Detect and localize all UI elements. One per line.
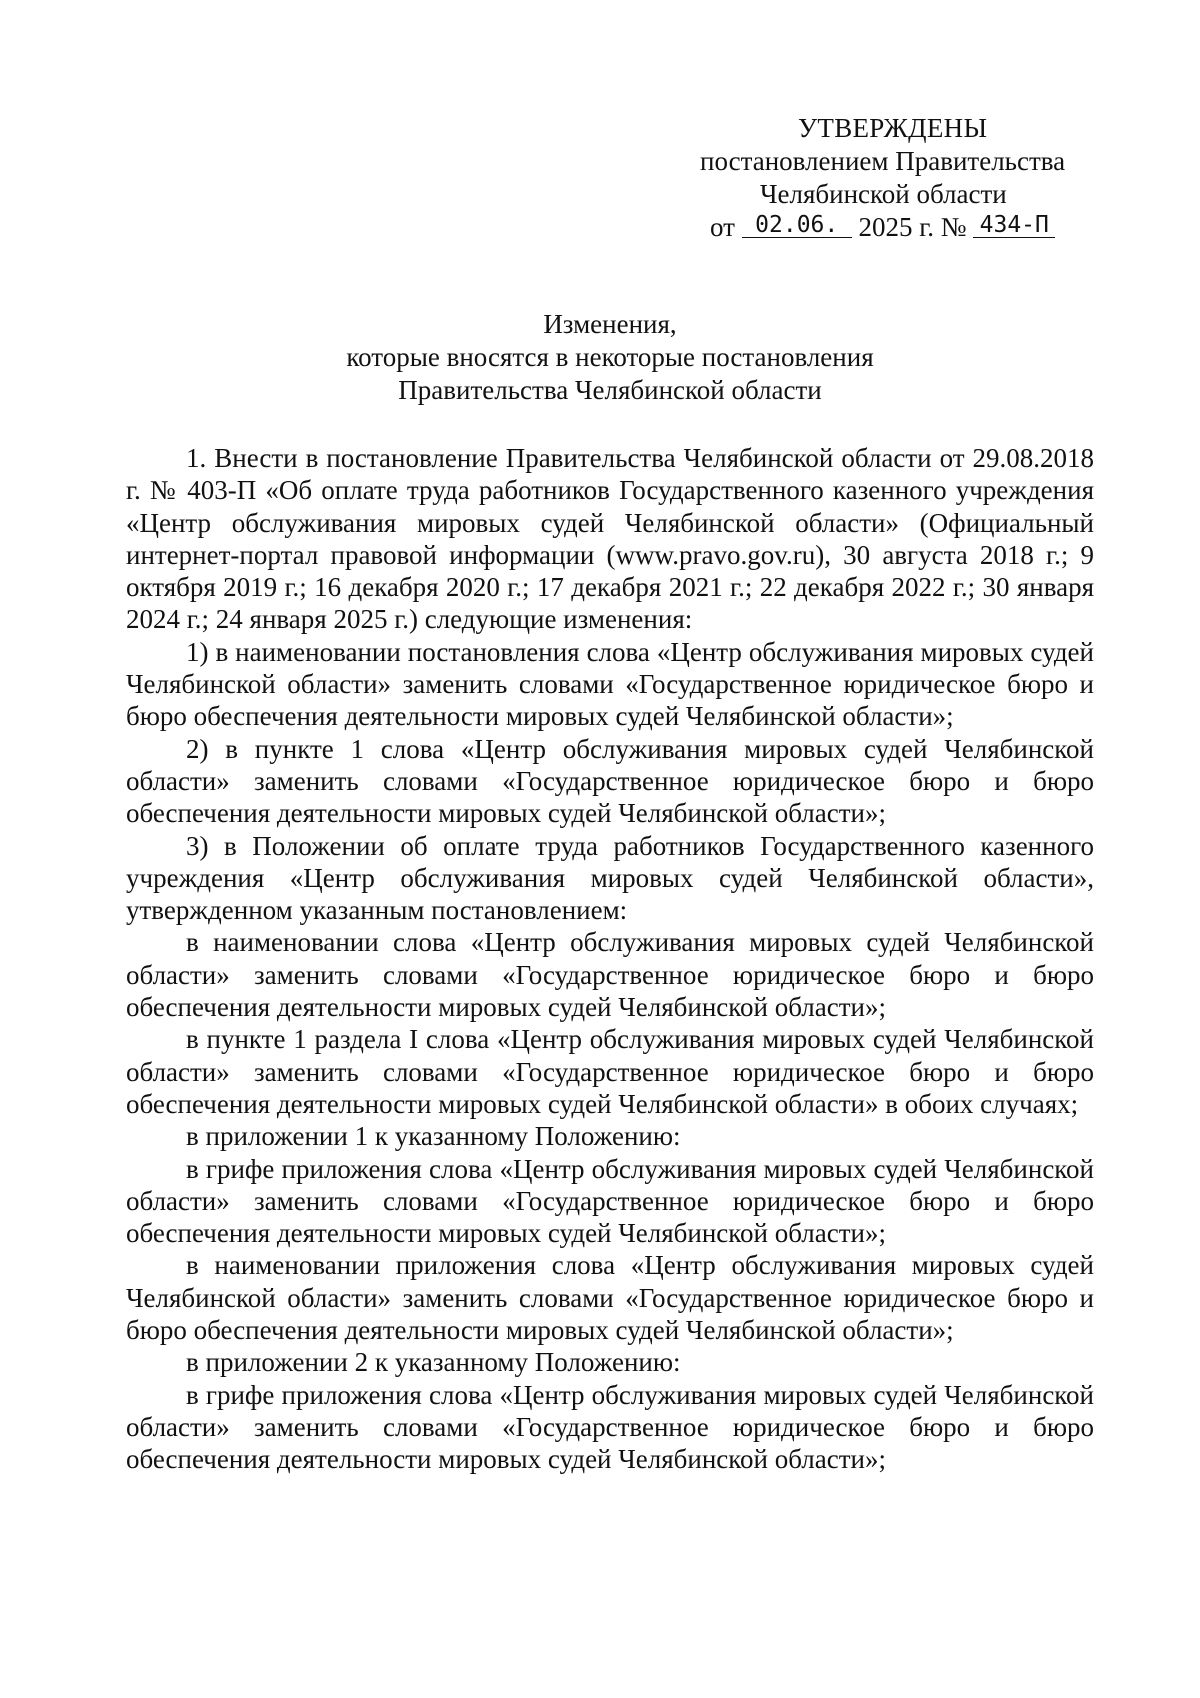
date-number-line	[700, 211, 1100, 244]
document-body	[126, 442, 1094, 1476]
approved-by-line: постановлением Правительства	[700, 146, 1066, 176]
paragraph-10: в приложении 2 к указанному Положению:	[186, 1347, 681, 1378]
year-text: 2025 г. №	[858, 212, 967, 242]
document-title	[120, 308, 1100, 407]
paragraph-9: в наименовании приложения слова «Центр обслуживания мировых судей Челябинской области» заменить словами «Государственное юридическое бюро и бюро обеспечения деятельности мировых судей Челябинской области»;	[126, 1250, 1094, 1346]
title-line-1: Изменения,	[543, 309, 677, 339]
title-line-2: которые вносятся в некоторые постановления	[346, 342, 874, 372]
paragraph-1: 1. Внести в постановление Правительства Челябинской области от 29.08.2018 г. № 403-П «Об оплате труда работников Государственного казенного учреждения «Центр обслуживания мировых судей Челябинской области» (Официальный интернет-портал правовой информации (www.pravo.gov.ru), 30 августа 2018 г.; 9 октября 2019 г.; 16 декабря 2020 г.; 17 декабря 2021 г.; 22 декабря 2022 г.; 30 января 2024 г.; 24 января 2025 г.) следующие изменения:	[126, 443, 1094, 635]
region-line: Челябинской области	[760, 179, 1007, 209]
paragraph-8: в грифе приложения слова «Центр обслуживания мировых судей Челябинской области» заменить словами «Государственное юридическое бюро и бюро обеспечения деятельности мировых судей Челябинской области»;	[126, 1153, 1094, 1249]
title-line-3: Правительства Челябинской области	[398, 375, 822, 405]
paragraph-6: в пункте 1 раздела I слова «Центр обслуживания мировых судей Челябинской области» заменить словами «Государственное юридическое бюро и бюро обеспечения деятельности мировых судей Челябинской области» в обоих случаях;	[126, 1024, 1094, 1119]
paragraph-2: 1) в наименовании постановления слова «Центр обслуживания мировых судей Челябинской области» заменить словами «Государственное юридическое бюро и бюро обеспечения деятельности мировых судей Челябинской области»;	[126, 636, 1094, 732]
date-prefix: от	[710, 212, 735, 242]
paragraph-11: в грифе приложения слова «Центр обслуживания мировых судей Челябинской области» заменить словами «Государственное юридическое бюро и бюро обеспечения деятельности мировых судей Челябинской области»;	[126, 1379, 1094, 1475]
number-field: 434-П	[973, 213, 1055, 238]
paragraph-5: в наименовании слова «Центр обслуживания мировых судей Челябинской области» заменить словами «Государственное юридическое бюро и бюро обеспечения деятельности мировых судей Челябинской области»;	[126, 927, 1094, 1023]
paragraph-7: в приложении 1 к указанному Положению:	[186, 1121, 681, 1152]
paragraph-4: 3) в Положении об оплате труда работников Государственного казенного учреждения «Центр обслуживания мировых судей Челябинской области», утвержденном указанным постановлением:	[126, 830, 1094, 926]
approval-stamp	[700, 112, 1100, 244]
paragraph-3: 2) в пункте 1 слова «Центр обслуживания мировых судей Челябинской области» заменить словами «Государственное юридическое бюро и бюро обеспечения деятельности мировых судей Челябинской области»;	[126, 733, 1094, 829]
date-field: 02.06.	[742, 213, 852, 238]
approved-heading: УТВЕРЖДЕНЫ	[798, 113, 988, 143]
